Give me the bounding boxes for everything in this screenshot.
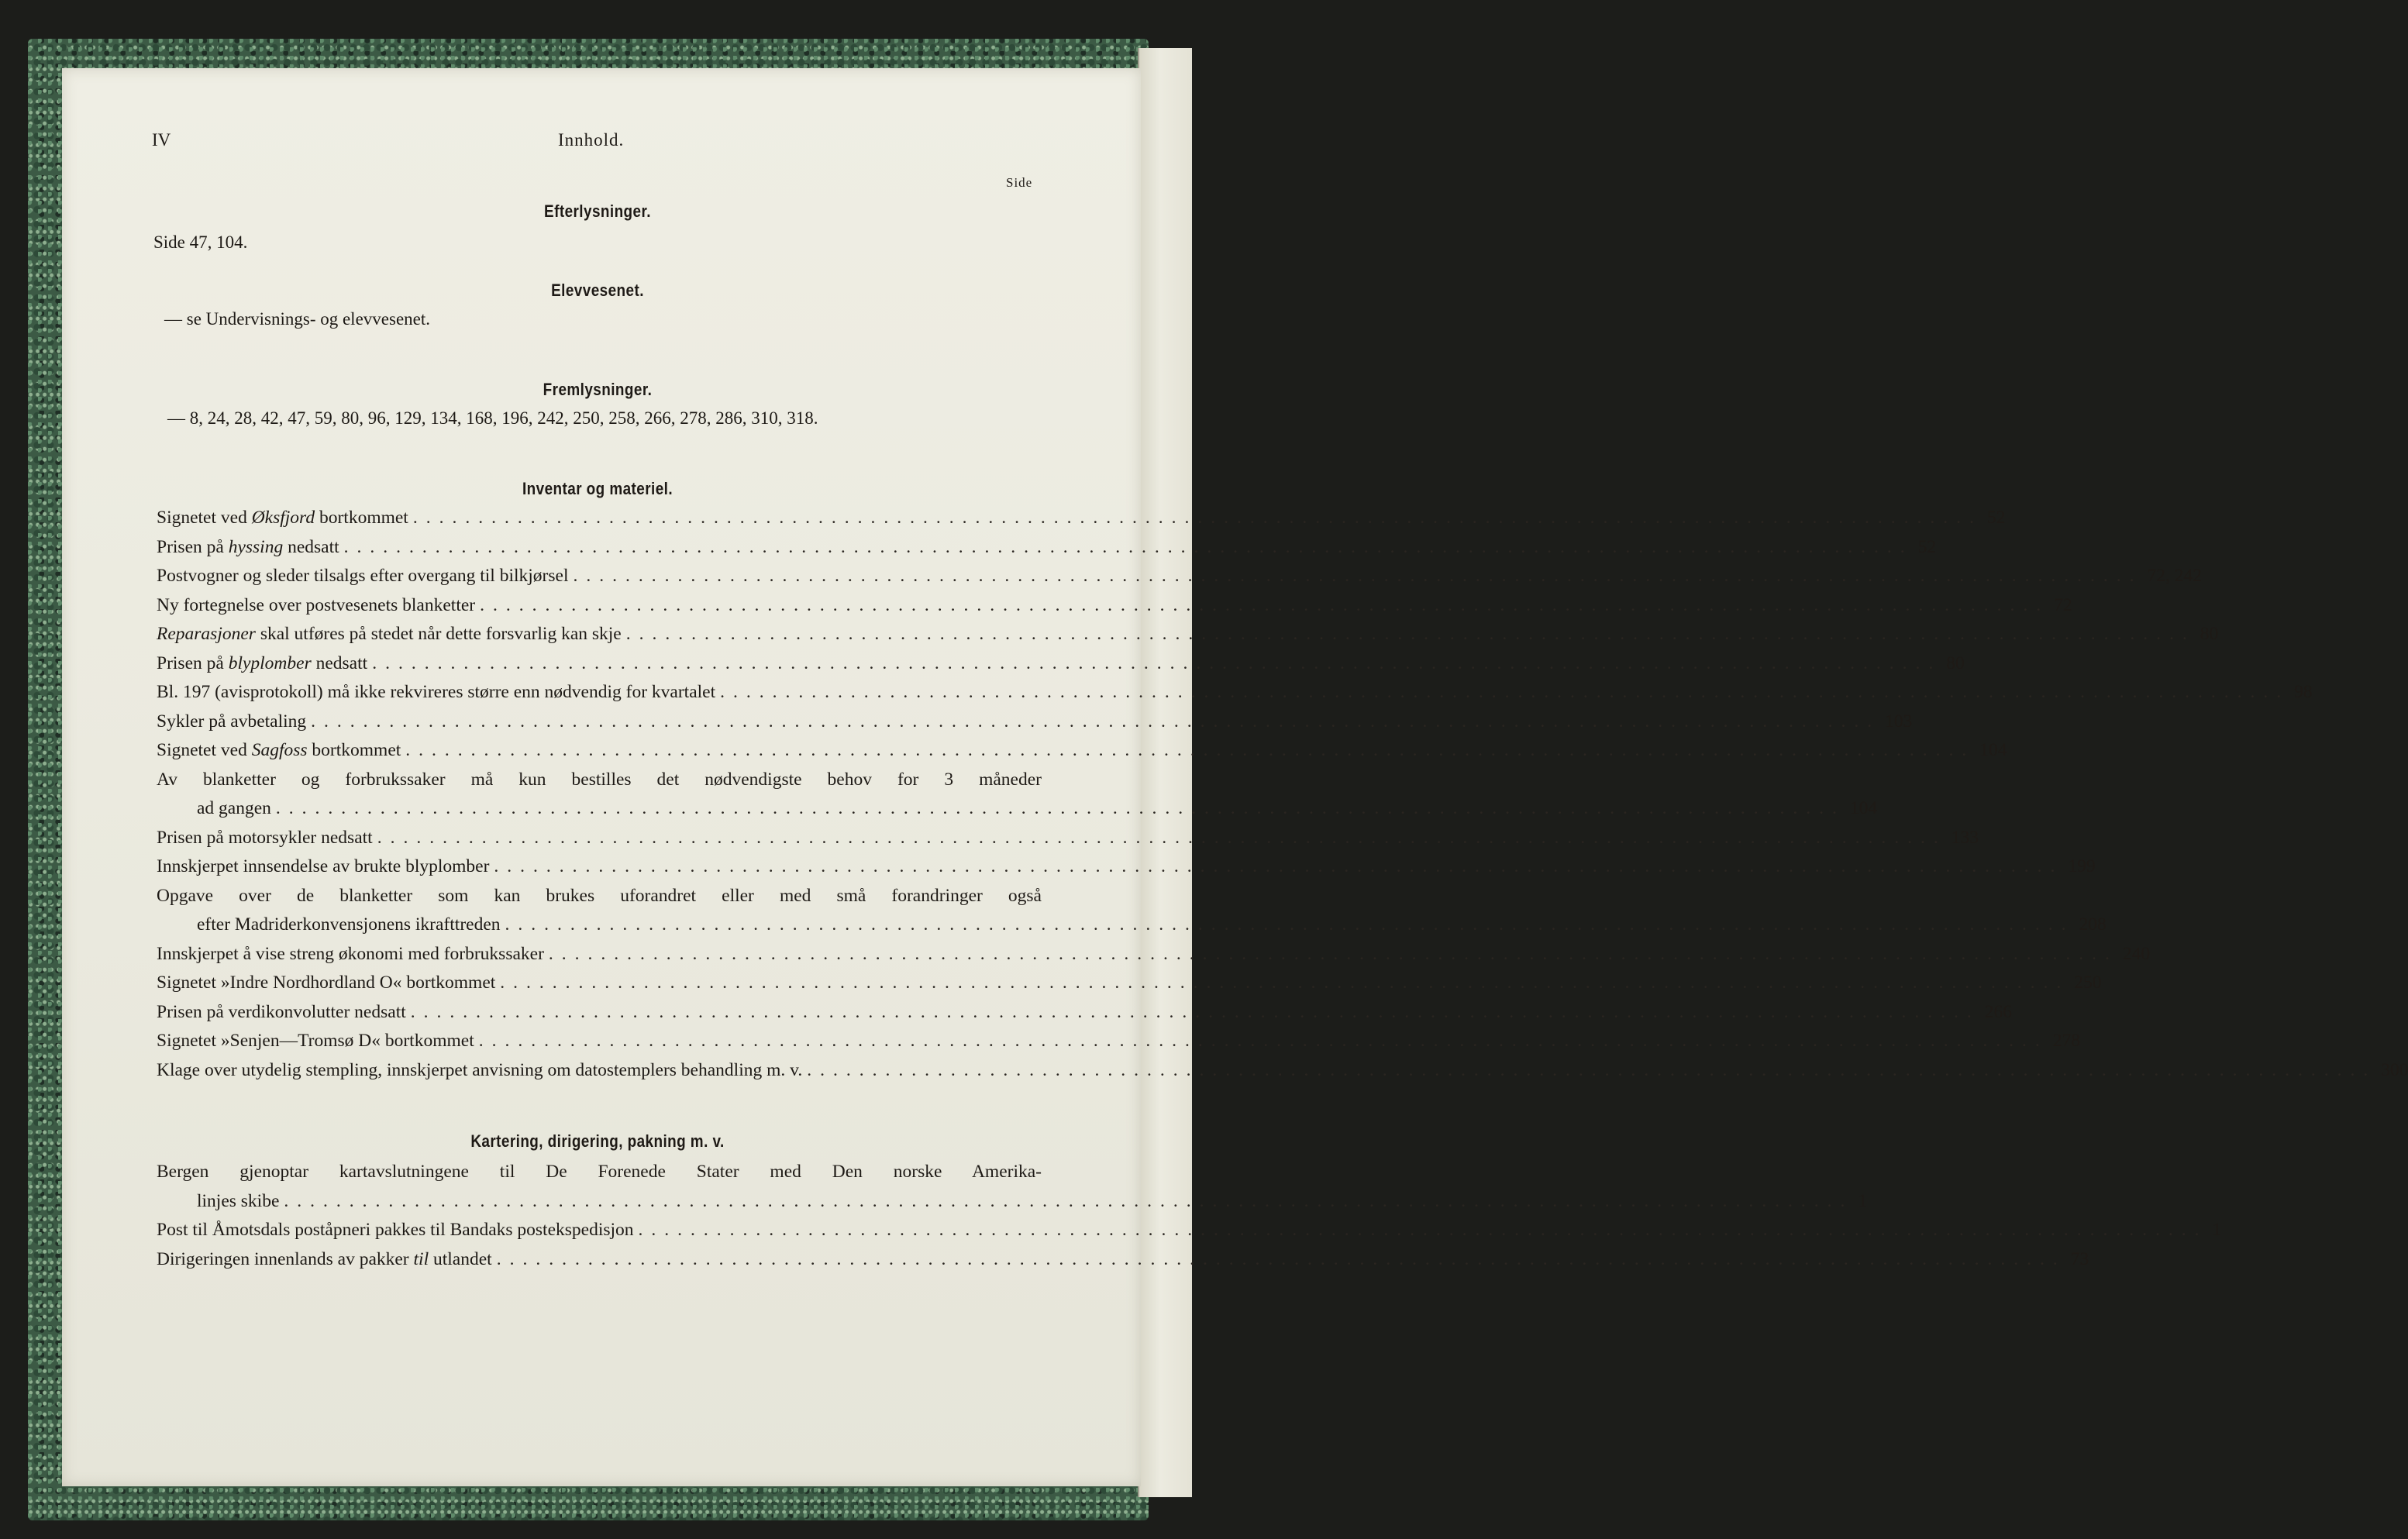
toc-entry <box>157 562 2202 591</box>
entry-text: Bl. 197 (avisprotokoll) må ikke rekvireres større enn nødvendig for kvartalet <box>157 682 716 702</box>
section-heading-inventar: Inventar og materiel. <box>522 479 673 498</box>
entry-text: Prisen på verdikonvolutter nedsatt <box>157 1001 406 1022</box>
dot-leader: ........................................................................................................................ <box>548 943 2118 964</box>
toc-entry <box>157 1158 1042 1187</box>
entry-text: utlandet <box>429 1248 492 1269</box>
entry-title <box>157 969 495 998</box>
page-number: 73 <box>2070 1248 2089 1269</box>
page-number: 133 <box>1951 827 1979 848</box>
entry-text: bortkommet <box>307 740 401 760</box>
dot-leader: ........................................................................................................................ <box>275 798 1845 818</box>
dot-leader: ........................................................................................................................ <box>573 566 2143 586</box>
entry-text: Signetet ved <box>157 740 252 760</box>
toc-entry <box>157 940 2151 969</box>
page-number: 104 <box>1979 740 2007 760</box>
toc-entry <box>157 794 1878 824</box>
dot-leader: ........................................................................................................................ <box>372 652 1942 673</box>
entry-text: Signetet »Senjen—Tromsø D« bortkommet <box>157 1031 474 1051</box>
dot-leader: ........................................................................................................................ <box>496 1248 2066 1269</box>
entry-title <box>157 678 715 708</box>
page-number: 104 <box>1849 798 1878 818</box>
toc-entry <box>157 1245 2089 1275</box>
toc-entry <box>157 911 2107 940</box>
entry-text: ad gangen <box>197 798 271 818</box>
entry-title <box>157 940 544 969</box>
toc-entry <box>157 1216 2222 1245</box>
entry-text: bortkommet <box>315 508 408 528</box>
dot-leader: ........................................................................................................................ <box>343 536 1914 557</box>
toc-entry <box>157 824 1979 853</box>
entry-italic-name: hyssing <box>228 536 284 557</box>
entry-text: Klage over utydelig stempling, innskjerpet anvisning om datostemplers behandling m. v. <box>157 1059 803 1080</box>
toc-entry <box>157 504 2006 533</box>
entry-text: Prisen på <box>157 536 229 557</box>
page-column-label: Side <box>1006 175 1033 190</box>
entry-text: efter Madriderkonvensjonens ikrafttreden <box>197 914 501 935</box>
entry-title <box>157 562 568 591</box>
dot-leader: ........................................................................................................................ <box>284 1190 1854 1211</box>
entry-text: nedsatt <box>283 536 339 557</box>
dot-leader: ........................................................................................................................ <box>480 594 2050 615</box>
dot-leader: ........................................................................................................................ <box>412 508 1983 528</box>
entry-text: skal utføres på stedet når dette forsvarlig kan skje <box>255 624 622 644</box>
page-number: 98 <box>2294 682 2313 702</box>
entry-italic-name: Øksfjord <box>251 508 315 528</box>
entry-text: Prisen på <box>157 652 229 673</box>
entry-text: Postvogner og sleder tilsalgs efter overgang til bilkjørsel <box>157 566 569 586</box>
dot-leader: ........................................................................................................................ <box>311 711 1881 732</box>
entry-text: Innskjerpet å vise streng økonomi med forbrukssaker <box>157 943 544 964</box>
dot-leader: ........................................................................................................................ <box>377 827 1947 848</box>
entry-text: Bergen gjenoptar kartavslutningene til De Forenede Stater med Den norske Amerika- <box>157 1162 1042 1182</box>
page-number: 208 <box>2079 914 2107 935</box>
section-heading-kartering: Kartering, dirigering, pakning m. v. <box>470 1131 725 1151</box>
running-title: Innhold. <box>558 130 625 150</box>
entry-italic-name: Reparasjoner <box>157 624 256 644</box>
page-number: 103 <box>1885 711 1913 732</box>
page-number: 240 <box>2122 943 2151 964</box>
toc-entry <box>157 852 2096 882</box>
entry-title <box>157 504 408 533</box>
toc-entry <box>157 533 1937 563</box>
entry-title <box>157 882 1042 911</box>
page-number: 72 <box>2054 594 2072 615</box>
entry-text: Signetet »Indre Nordhordland O« bortkommet <box>157 973 496 993</box>
entry-text: Sykler på avbetaling <box>157 711 307 732</box>
entry-title <box>157 766 1042 795</box>
entry-text: Signetet ved <box>157 508 252 528</box>
section-text-fremlysninger: — 8, 24, 28, 42, 47, 59, 80, 96, 129, 134, 168, 196, 242, 250, 258, 266, 278, 286, 310, 318. <box>167 408 818 428</box>
entry-text: Prisen på motorsykler nedsatt <box>157 827 373 848</box>
toc-entry <box>157 649 1965 679</box>
entry-title <box>157 1245 492 1275</box>
entry-title <box>157 533 339 563</box>
page-number: 199 <box>2068 856 2096 876</box>
entry-text: Dirigeringen innenlands av pakker <box>157 1248 414 1269</box>
page-number: 52 <box>1917 536 1937 557</box>
toc-entry <box>157 620 2219 649</box>
entry-title <box>157 1187 279 1217</box>
dot-leader: ........................................................................................................................ <box>720 682 2290 702</box>
entry-text: Post til Åmotsdals poståpneri pakkes til Bandaks postekspedisjon <box>157 1220 634 1240</box>
page-number: 52 <box>1986 508 2006 528</box>
toc-entry <box>157 736 2007 766</box>
entry-title <box>157 794 271 824</box>
entry-title <box>157 1158 1042 1187</box>
toc-entry <box>157 678 2313 708</box>
entry-title <box>157 911 501 940</box>
dot-leader: ........................................................................................................................ <box>410 1001 1980 1022</box>
dot-leader: ........................................................................................................................ <box>478 1031 2048 1051</box>
entry-text: Innskjerpet innsendelse av brukte blyplomber <box>157 856 490 876</box>
page-number: 266 <box>1984 1001 2012 1022</box>
entry-title <box>157 591 475 621</box>
entry-title <box>157 852 489 882</box>
page-number: 300 <box>2381 1059 2408 1080</box>
dot-leader: ........................................................................................................................ <box>505 914 2075 935</box>
page-number: 80 <box>2200 624 2219 644</box>
entry-title <box>157 998 406 1028</box>
entry-italic-name: blyplomber <box>228 652 312 673</box>
entry-italic-name: Sagfoss <box>251 740 308 760</box>
entry-title <box>157 1216 634 1245</box>
toc-entry <box>157 1187 1868 1217</box>
section-heading-efterlysninger: Efterlysninger. <box>544 201 651 221</box>
kartering-entry-list <box>157 1158 2222 1274</box>
toc-entry <box>157 969 2102 998</box>
section-text-elevvesenet: — se Undervisnings- og elevvesenet. <box>164 309 431 329</box>
dot-leader: ........................................................................................................................ <box>500 973 2070 993</box>
page-number: 250 <box>2074 973 2102 993</box>
toc-entry <box>157 766 1042 795</box>
entry-text: Av blanketter og forbrukssaker må kun bestilles det nødvendigste behov for 3 måneder <box>157 769 1042 790</box>
page-number: 278 <box>2052 1031 2080 1051</box>
entry-title <box>157 649 367 679</box>
entry-title <box>157 1027 474 1056</box>
dot-leader: ........................................................................................................................ <box>405 740 1976 760</box>
toc-entry <box>157 998 2012 1028</box>
entry-text: linjes skibe <box>197 1190 280 1211</box>
toc-entry <box>157 708 1913 737</box>
section-text-efterlysninger: Side 47, 104. <box>153 232 248 252</box>
dot-leader: ........................................................................................................................ <box>638 1220 2208 1240</box>
dot-leader: ........................................................................................................................ <box>625 624 2196 644</box>
entry-title <box>157 824 373 853</box>
page-number: 72, 242 <box>2147 566 2202 586</box>
toc-entry <box>157 1056 2408 1086</box>
page-folio: IV <box>152 130 171 150</box>
page-number: 1 <box>1858 1190 1868 1211</box>
dot-leader: ........................................................................................................................ <box>494 856 2064 876</box>
entry-text: Ny fortegnelse over postvesenets blanketter <box>157 594 476 615</box>
toc-entry <box>157 882 1042 911</box>
toc-entry <box>157 1027 2080 1056</box>
entry-title <box>157 620 622 649</box>
entry-title <box>157 708 306 737</box>
entry-title <box>157 736 401 766</box>
inventar-entry-list <box>157 504 2408 1085</box>
dot-leader: ........................................................................................................................ <box>807 1059 2377 1080</box>
entry-text: nedsatt <box>311 652 368 673</box>
toc-entry <box>157 591 2072 621</box>
entry-text: Opgave over de blanketter som kan brukes uforandret eller med små forandringer også <box>157 885 1042 906</box>
page-number: 80 <box>1946 652 1965 673</box>
page-number: 1 <box>2212 1220 2222 1240</box>
entry-italic-name: til <box>413 1248 429 1269</box>
section-heading-fremlysninger: Fremlysninger. <box>543 380 653 399</box>
section-heading-elevvesenet: Elevvesenet. <box>551 281 644 300</box>
running-head <box>152 130 1043 153</box>
entry-title <box>157 1056 802 1086</box>
facing-page-edge <box>1138 48 1192 1497</box>
